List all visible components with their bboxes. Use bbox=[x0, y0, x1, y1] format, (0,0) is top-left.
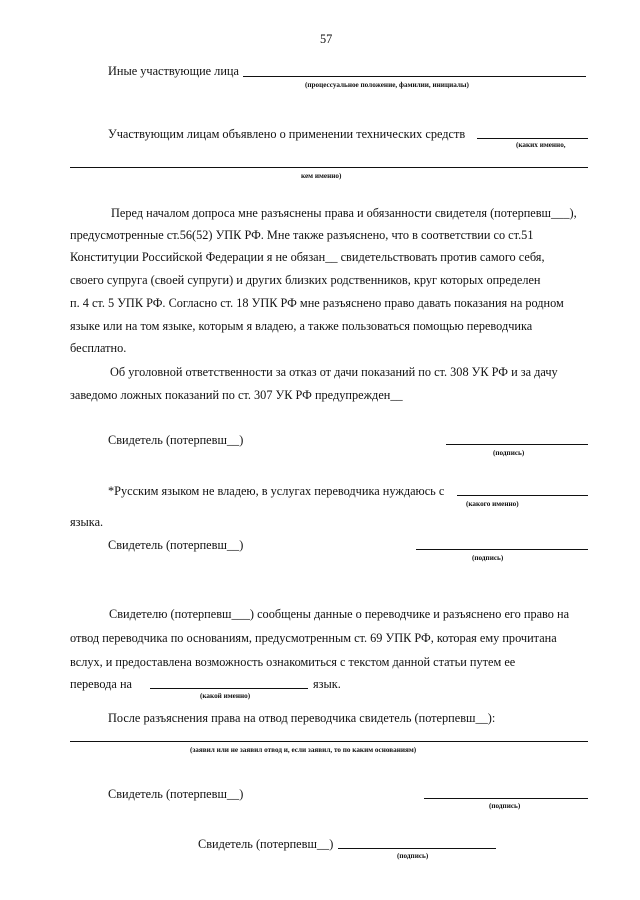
signature-caption-3: (подпись) bbox=[489, 802, 521, 810]
rights-line-6: языке или на том языке, которым я владею, а также пользоваться помощью переводчика bbox=[70, 319, 533, 333]
signature-field-1[interactable] bbox=[446, 444, 588, 445]
translation-language-caption: (какой именно) bbox=[200, 692, 251, 700]
rights-line-3: Конституции Российской Федерации я не обязан__ свидетельствовать против самого себя, bbox=[70, 250, 545, 264]
interpreter-info-line-1: Свидетелю (потерпевш___) сообщены данные о переводчике и разъяснено его право на bbox=[109, 607, 570, 621]
rights-line-7: бесплатно. bbox=[70, 341, 127, 355]
page-number: 57 bbox=[320, 32, 333, 46]
liability-line-2: заведомо ложных показаний по ст. 307 УК РФ предупрежден__ bbox=[70, 388, 403, 402]
interpreter-request-line: *Русским языком не владею, в услугах переводчика нуждаюсь с bbox=[108, 484, 445, 498]
challenge-caption: (заявил или не заявил отвод и, если заявил, то по каким основаниям) bbox=[190, 746, 417, 754]
translation-suffix: язык. bbox=[313, 677, 341, 691]
signature-field-4[interactable] bbox=[338, 848, 496, 849]
technical-means-field[interactable] bbox=[477, 138, 588, 139]
technical-means-label: Участвующим лицам объявлено о применении технических средств bbox=[108, 127, 466, 141]
other-participants-label: Иные участвующие лица bbox=[108, 64, 239, 78]
witness-label-1: Свидетель (потерпевш__) bbox=[108, 433, 244, 447]
translation-language-field[interactable] bbox=[150, 688, 308, 689]
interpreter-request-tail: языка. bbox=[70, 515, 104, 529]
signature-field-3[interactable] bbox=[424, 798, 588, 799]
technical-means-caption-which: (каких именно, bbox=[516, 141, 566, 149]
rights-line-2: предусмотренные ст.56(52) УПК РФ. Мне также разъяснено, что в соответствии со ст.51 bbox=[70, 228, 534, 242]
other-participants-field[interactable] bbox=[243, 76, 586, 77]
technical-means-caption-by-whom: кем именно) bbox=[301, 172, 342, 180]
signature-caption-1: (подпись) bbox=[493, 449, 525, 457]
rights-line-1: Перед началом допроса мне разъяснены права и обязанности свидетеля (потерпевш___), bbox=[111, 206, 577, 220]
interpreter-info-line-3: вслух, и предоставлена возможность ознакомиться с текстом данной статьи путем ее bbox=[70, 655, 516, 669]
liability-line-1: Об уголовной ответственности за отказ от дачи показаний по ст. 308 УК РФ и за дачу bbox=[110, 365, 558, 379]
signature-caption-4: (подпись) bbox=[397, 852, 429, 860]
challenge-field[interactable] bbox=[70, 741, 588, 742]
witness-label-2: Свидетель (потерпевш__) bbox=[108, 538, 244, 552]
signature-caption-2: (подпись) bbox=[472, 554, 504, 562]
translation-prefix: перевода на bbox=[70, 677, 132, 691]
interpreter-language-caption: (какого именно) bbox=[466, 500, 519, 508]
witness-label-3: Свидетель (потерпевш__) bbox=[108, 787, 244, 801]
interpreter-language-field[interactable] bbox=[457, 495, 588, 496]
interpreter-info-line-2: отвод переводчика по основаниям, предусмотренным ст. 69 УПК РФ, которая ему прочитана bbox=[70, 631, 557, 645]
rights-line-5: п. 4 ст. 5 УПК РФ. Согласно ст. 18 УПК РФ мне разъяснено право давать показания на родном bbox=[70, 296, 564, 310]
witness-label-4: Свидетель (потерпевш__) bbox=[198, 837, 334, 851]
rights-line-4: своего супруга (своей супруги) и других близких родственников, круг которых определен bbox=[70, 273, 541, 287]
technical-means-field-2[interactable] bbox=[70, 167, 588, 168]
other-participants-caption: (процессуальное положение, фамилии, инициалы) bbox=[305, 81, 469, 89]
challenge-line: После разъяснения права на отвод переводчика свидетель (потерпевш__): bbox=[108, 711, 496, 725]
signature-field-2[interactable] bbox=[416, 549, 588, 550]
